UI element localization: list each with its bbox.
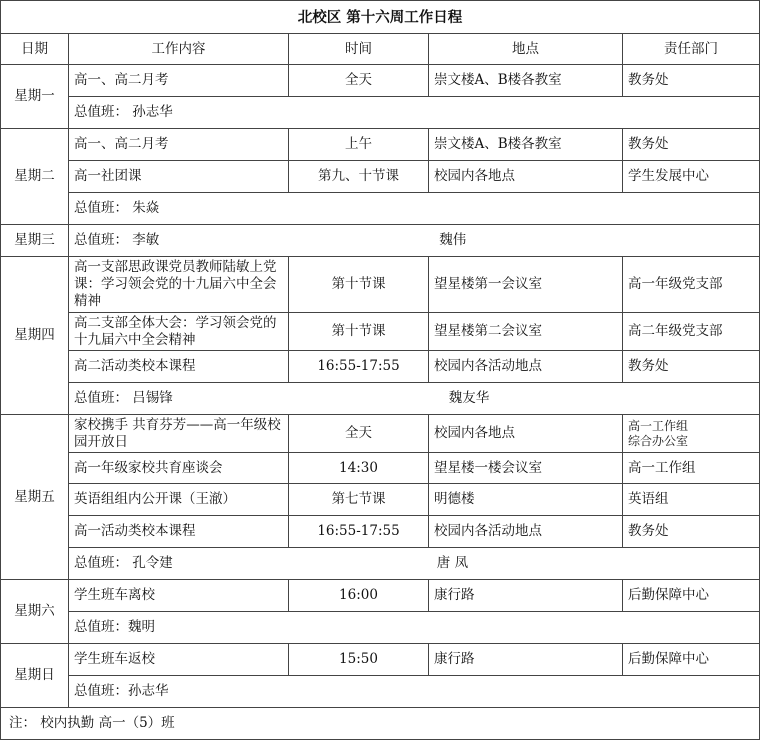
dept-cell: 教务处	[623, 65, 760, 97]
table-row	[1, 129, 760, 161]
place-cell: 校园内各活动地点	[429, 516, 623, 548]
time-cell: 第七节课	[289, 484, 429, 516]
table-row	[1, 415, 760, 453]
place-cell: 校园内各活动地点	[429, 351, 623, 383]
dept-cell: 后勤保障中心	[623, 644, 760, 676]
dept-cell: 后勤保障中心	[623, 580, 760, 612]
day-monday: 星期一	[1, 65, 69, 129]
note-row	[1, 708, 760, 740]
table-row	[1, 644, 760, 676]
table-row	[1, 484, 760, 516]
duty-secondary: 魏友华	[448, 390, 490, 406]
dept-cell: 高二年级党支部	[623, 313, 760, 351]
place-cell: 崇文楼A、B楼各教室	[429, 65, 623, 97]
duty-main: 总值班： 吕锡锋	[74, 390, 173, 406]
place-cell: 崇文楼A、B楼各教室	[429, 129, 623, 161]
header-place: 地点	[429, 34, 623, 65]
work-cell: 高一活动类校本课程	[69, 516, 289, 548]
duty-row	[1, 676, 760, 708]
table-row	[1, 161, 760, 193]
place-cell: 康行路	[429, 644, 623, 676]
table-row	[1, 313, 760, 351]
place-cell: 校园内各地点	[429, 415, 623, 453]
header-row	[1, 34, 760, 65]
duty-secondary: 魏伟	[439, 232, 467, 248]
place-cell: 校园内各地点	[429, 161, 623, 193]
duty-row	[1, 383, 760, 415]
work-cell: 高二支部全体大会：学习领会党的十九届六中全会精神	[69, 313, 289, 351]
duty-cell: 总值班： 朱焱	[69, 193, 760, 225]
schedule-title: 北校区 第十六周工作日程	[1, 1, 760, 34]
dept-line: 高一工作组	[628, 418, 689, 433]
table-row	[1, 580, 760, 612]
dept-cell	[623, 415, 760, 453]
time-cell: 上午	[289, 129, 429, 161]
day-friday: 星期五	[1, 415, 69, 580]
day-tuesday: 星期二	[1, 129, 69, 225]
place-cell: 明德楼	[429, 484, 623, 516]
duty-cell	[69, 383, 760, 415]
duty-row	[1, 612, 760, 644]
work-cell: 高一、高二月考	[69, 129, 289, 161]
duty-row	[1, 225, 760, 257]
work-cell: 高一、高二月考	[69, 65, 289, 97]
place-cell: 望星楼第一会议室	[429, 257, 623, 313]
header-date: 日期	[1, 34, 69, 65]
time-cell: 全天	[289, 65, 429, 97]
dept-cell: 教务处	[623, 516, 760, 548]
place-cell: 望星楼一楼会议室	[429, 453, 623, 484]
place-cell: 康行路	[429, 580, 623, 612]
duty-cell: 总值班： 孙志华	[69, 97, 760, 129]
time-cell: 14:30	[289, 453, 429, 484]
work-cell: 家校携手 共育芬芳——高一年级校园开放日	[69, 415, 289, 453]
dept-line: 综合办公室	[628, 433, 689, 448]
dept-cell: 学生发展中心	[623, 161, 760, 193]
dept-cell: 教务处	[623, 129, 760, 161]
header-time: 时间	[289, 34, 429, 65]
time-cell: 16:00	[289, 580, 429, 612]
duty-row	[1, 97, 760, 129]
place-cell: 望星楼第二会议室	[429, 313, 623, 351]
work-cell: 学生班车返校	[69, 644, 289, 676]
dept-cell: 高一工作组	[623, 453, 760, 484]
duty-cell	[69, 548, 760, 580]
duty-cell	[69, 225, 760, 257]
duty-row	[1, 548, 760, 580]
day-sunday: 星期日	[1, 644, 69, 708]
dept-cell: 教务处	[623, 351, 760, 383]
time-cell: 第十节课	[289, 257, 429, 313]
header-work: 工作内容	[69, 34, 289, 65]
work-cell: 英语组组内公开课（王澈）	[69, 484, 289, 516]
duty-main: 总值班： 李敏	[74, 232, 160, 248]
work-cell: 高一社团课	[69, 161, 289, 193]
duty-row	[1, 193, 760, 225]
header-dept: 责任部门	[623, 34, 760, 65]
time-cell: 16:55-17:55	[289, 516, 429, 548]
time-cell: 第十节课	[289, 313, 429, 351]
footnote: 注： 校内执勤 高一（5）班	[1, 708, 760, 740]
work-cell: 高二活动类校本课程	[69, 351, 289, 383]
table-row	[1, 65, 760, 97]
table-row	[1, 351, 760, 383]
time-cell: 16:55-17:55	[289, 351, 429, 383]
duty-cell: 总值班：魏明	[69, 612, 760, 644]
duty-secondary: 唐 凤	[436, 555, 469, 571]
day-saturday: 星期六	[1, 580, 69, 644]
time-cell: 15:50	[289, 644, 429, 676]
dept-cell: 高一年级党支部	[623, 257, 760, 313]
table-row	[1, 516, 760, 548]
duty-main: 总值班： 孔令建	[74, 555, 173, 571]
day-thursday: 星期四	[1, 257, 69, 415]
duty-cell: 总值班：孙志华	[69, 676, 760, 708]
title-row	[1, 1, 760, 34]
time-cell: 第九、十节课	[289, 161, 429, 193]
dept-cell: 英语组	[623, 484, 760, 516]
work-cell: 学生班车离校	[69, 580, 289, 612]
table-row	[1, 453, 760, 484]
time-cell: 全天	[289, 415, 429, 453]
table-row	[1, 257, 760, 313]
work-cell: 高一年级家校共育座谈会	[69, 453, 289, 484]
day-wednesday: 星期三	[1, 225, 69, 257]
work-cell: 高一支部思政课党员教师陆敏上党课：学习领会党的十九届六中全会精神	[69, 257, 289, 313]
